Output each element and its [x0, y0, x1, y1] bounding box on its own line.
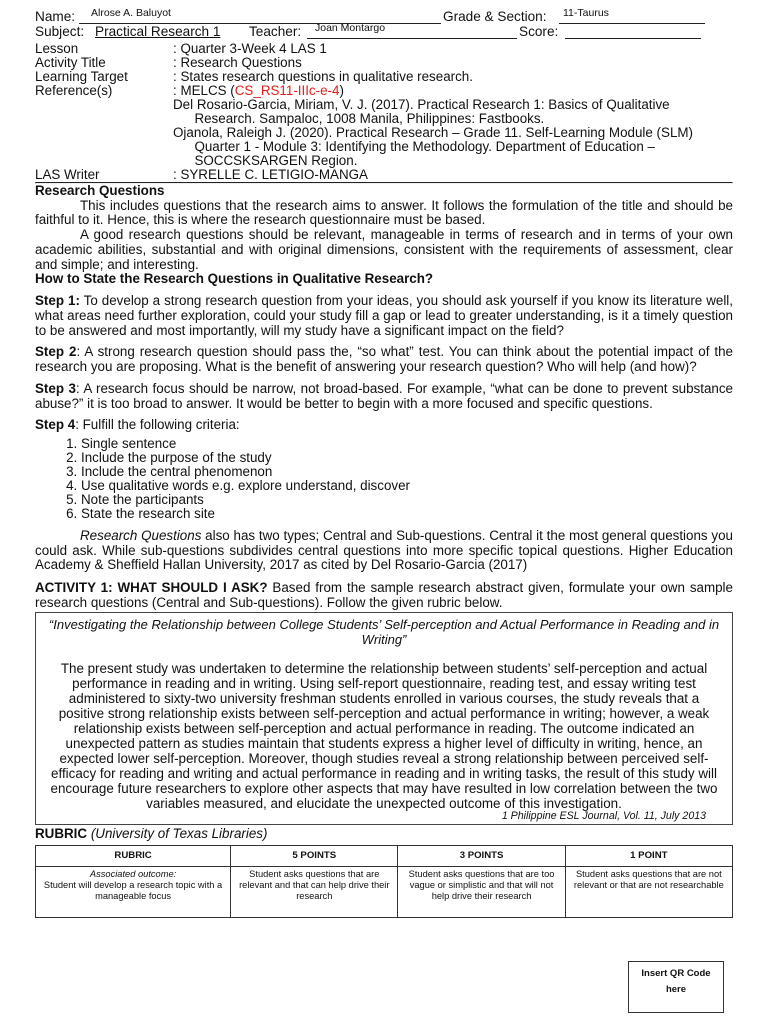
- step-3: [35, 382, 733, 411]
- references: [173, 84, 733, 98]
- table-row: [36, 846, 733, 867]
- subject-label: Subject:: [35, 24, 85, 39]
- qr-label: Insert QR Code here: [641, 968, 711, 995]
- lesson-value: : Quarter 3-Week 4 LAS 1: [173, 41, 327, 56]
- outcome-label: Associated outcome:: [89, 869, 177, 880]
- abstract-source: 1 Philippine ESL Journal, Vol. 11, July 2013: [501, 809, 706, 822]
- abstract-title: “Investigating the Relationship between College Students’ Self-perception and Actual Performance in Reading and in Writing”: [48, 616, 720, 647]
- activity-title-label: Activity Title: [35, 55, 106, 70]
- step-2-label: Step 2: [35, 344, 77, 360]
- teacher-label: Teacher:: [249, 24, 302, 39]
- activity-title-value: : Research Questions: [173, 55, 302, 70]
- melcs-prefix: : MELCS (: [173, 83, 235, 98]
- worksheet-page: [35, 7, 734, 918]
- writer-value: : SYRELLE C. LETIGIO-MANGA: [173, 167, 368, 182]
- grade-label: Grade & Section:: [443, 9, 547, 24]
- step-1: [35, 294, 733, 338]
- activity-instructions: [35, 581, 733, 610]
- col-header-1-point: 1 POINT: [565, 846, 732, 867]
- references-label: Reference(s): [35, 83, 113, 98]
- qr-code-placeholder: [628, 961, 724, 1013]
- step-3-text: : A research focus should be narrow, not broad-based. For example, “what can be done to prevent substance abuse?” it is too broad to answer. It would be better to begin with a more focused and specific questions.: [35, 380, 733, 411]
- reference-item: Del Rosario-Garcia, Miriam, V. J. (2017). Practical Research 1: Basics of Qualitative Research. Sampaloc, 1008 Manila, Philippines: Fastbooks.: [173, 97, 670, 126]
- writer-label: LAS Writer: [35, 167, 100, 182]
- step-4-label: Step 4: [35, 417, 76, 433]
- teacher-underline: [307, 22, 517, 39]
- rq-paragraph-1: This includes questions that the research aims to answer. It follows the formulation of the title and should be faithful to it. Hence, this is where the research questionnaire must be based.: [35, 197, 733, 228]
- how-to-heading: How to State the Research Questions in Qualitative Research?: [35, 271, 434, 287]
- step-4-text: : Fulfill the following criteria:: [75, 417, 240, 433]
- step-2: [35, 345, 733, 374]
- list-item: 4. Use qualitative words e.g. explore understand, discover: [81, 479, 733, 493]
- melcs-suffix: ): [339, 83, 344, 98]
- activity-label: ACTIVITY 1: WHAT SHOULD I ASK?: [35, 580, 268, 596]
- outcome-text: Student will develop a research topic with a manageable focus: [43, 880, 223, 902]
- step-2-text: : A strong research question should pass the, “so what” test. You can think about the potential impact of the research you are proposing. What is the benefit of answering your research question? Who will help (and how)?: [35, 344, 734, 375]
- lesson-label: Lesson: [35, 41, 79, 56]
- outcome-cell: [36, 867, 231, 918]
- grade-underline: [559, 7, 705, 24]
- three-points-cell: Student asks questions that are too vague or simplistic and that will not help drive their research: [398, 867, 565, 918]
- rubric-table: [35, 845, 733, 918]
- step-3-label: Step 3: [35, 380, 76, 396]
- rq-paragraph-2: A good research questions should be relevant, manageable in terms of research and in terms of your own academic abilities, substantial and with original dimensions, consistent with the requirements of assessment, clear and simple; and interesting.: [35, 227, 733, 272]
- five-points-cell: Student asks questions that are relevant and that can help drive their research: [231, 867, 398, 918]
- reference-list: [35, 98, 733, 168]
- header-row-subject: [35, 22, 733, 40]
- activity-text: Based from the sample research abstract given, formulate your own sample research questions (Central and Sub-questions). Follow the given rubric below.: [35, 580, 733, 610]
- score-label: Score:: [519, 24, 559, 39]
- grade-value: 11-Taurus: [563, 7, 609, 19]
- abstract-box: [35, 612, 733, 826]
- score-underline: [565, 25, 701, 39]
- step-1-label: Step 1:: [35, 293, 80, 309]
- list-item: 6. State the research site: [81, 507, 733, 521]
- criteria-list: [35, 437, 733, 521]
- types-paragraph: [35, 529, 733, 573]
- step-4: [35, 418, 733, 433]
- rubric-heading: [35, 827, 733, 842]
- melcs-code: CS_RS11-IIIc-e-4: [234, 83, 340, 98]
- rubric-heading-label: RUBRIC: [35, 826, 88, 842]
- col-header-rubric: RUBRIC: [36, 846, 231, 867]
- lesson-meta: [35, 42, 733, 98]
- research-questions-heading: Research Questions: [35, 183, 165, 198]
- writer-row: [35, 168, 733, 182]
- name-underline: [79, 7, 441, 24]
- col-header-5-points: 5 POINTS: [231, 846, 398, 867]
- one-point-cell: Student asks questions that are not relevant or that are not researchable: [565, 867, 732, 918]
- step-1-text: To develop a strong research question from your ideas, you should ask yourself if you know its literature well, what areas need further exploration, could your study fill a gap or lead to greater understanding, is it a timely question to be answered and most importantly, will my study have a significant impact on the field?: [35, 293, 733, 338]
- list-item: 5. Note the participants: [81, 493, 733, 507]
- list-item: 3. Include the central phenomenon: [81, 465, 733, 479]
- learning-target-label: Learning Target: [35, 69, 128, 84]
- types-italic: Research Questions: [80, 528, 202, 544]
- types-text: also has two types; Central and Sub-questions. Central it the most general questions you could ask. While sub-questions subdivides central questions into more specific topical questions. Higher Education Academy & Sheffield Hallan University, 2017 as cited by Del Rosario-Garcia (2017): [35, 528, 733, 573]
- abstract-text: The present study was undertaken to determine the relationship between students’ self-perception and actual performance in reading and in writing. Using self-report questionnaire, reading test, and essay writing test administered to sixty-two university freshman students enrolled in various courses, the study reveals that a positive strong relationship exists between self-perception and actual performance in writing; however, a weak relationship exists between self-perception and actual performance in reading. The outcome indicated an unexpected pattern as studies maintain that students express a higher level of difficulty in writing, hence, an expected lower self-perception. Moreover, though studies reveal a strong relationship between perceived self-efficacy for reading and writing and actual performance in reading and in writing tasks, the result of this study will encourage future researchers to explore other aspects that may have resulted in low correlation between the two variables measured, and elucidate the unexpected outcome of this investigation.: [50, 660, 718, 811]
- col-header-3-points: 3 POINTS: [398, 846, 565, 867]
- table-row: [36, 867, 733, 918]
- name-value: Alrose A. Baluyot: [91, 7, 171, 19]
- rubric-source: (University of Texas Libraries): [90, 826, 268, 842]
- name-label: Name:: [35, 9, 76, 24]
- learning-target-value: : States research questions in qualitative research.: [173, 69, 473, 84]
- subject-value: Practical Research 1: [95, 24, 221, 39]
- reference-item: Ojanola, Raleigh J. (2020). Practical Research – Grade 11. Self-Learning Module (SLM) Quarter 1 - Module 3: Identifying the Methodology. Department of Education – SOCCSKSARGEN Region.: [173, 125, 694, 168]
- list-item: 2. Include the purpose of the study: [81, 451, 733, 465]
- list-item: 1. Single sentence: [81, 437, 733, 451]
- teacher-value: Joan Montargo: [315, 22, 386, 34]
